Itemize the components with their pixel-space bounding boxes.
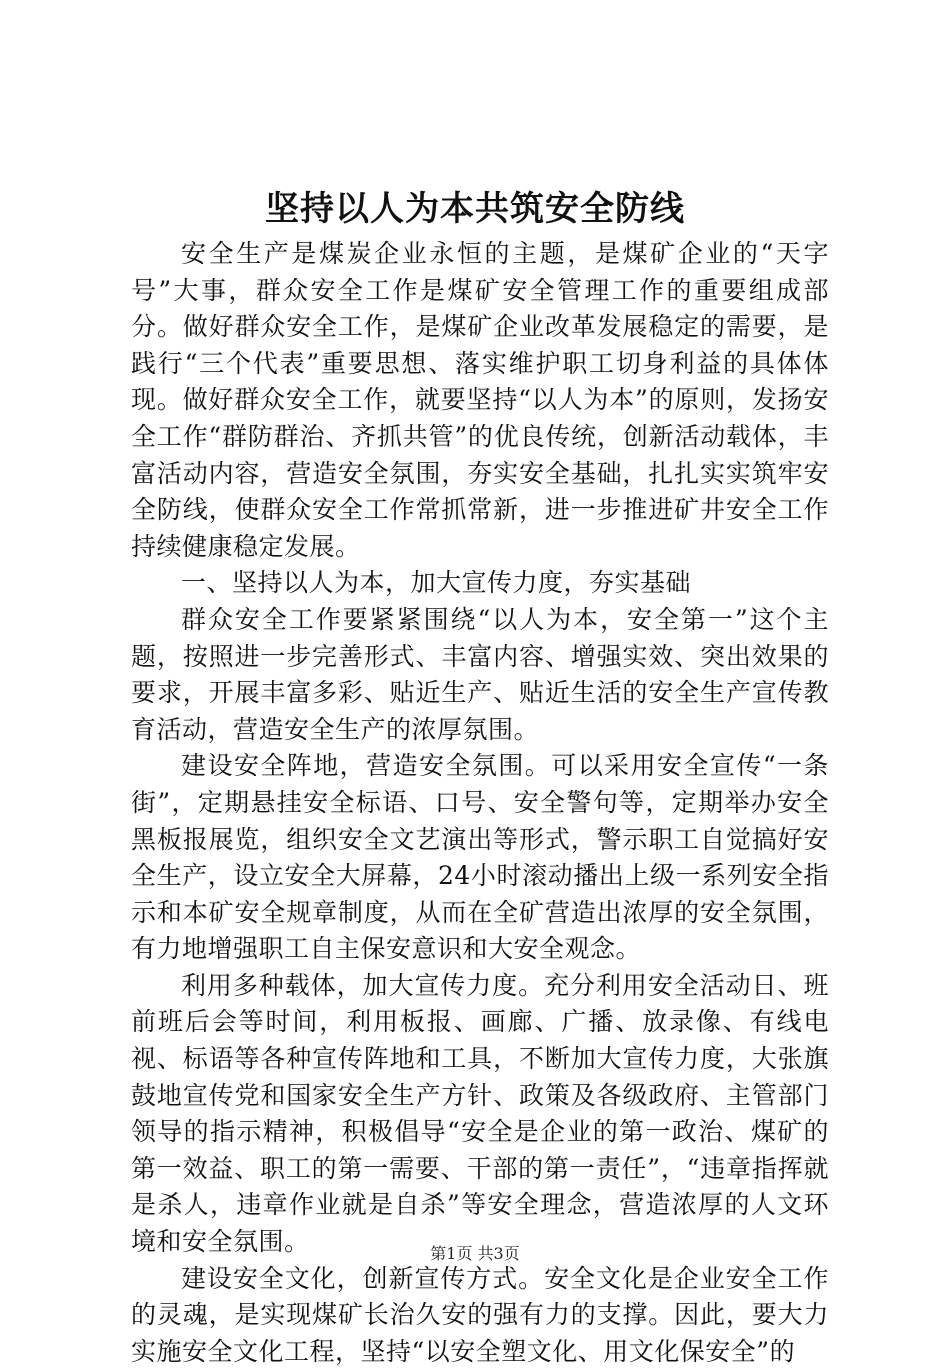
paragraph-intro: 安全生产是煤炭企业永恒的主题，是煤矿企业的“天字号”大事，群众安全工作是煤矿安全管理工作的重要组成部分。做好群众安全工作，是煤矿企业改革发展稳定的需要，是践行“三个代表”重要思想、落实维护职工切身利益的具体体现。做好群众安全工作，就要坚持“以人为本”的原则，发扬安全工作“群防群治、齐抓共管”的优良传统，创新活动载体，丰富活动内容，营造安全氛围，夯实安全基础，扎扎实实筑牢安全防线，使群众安全工作常抓常新，进一步推进矿井安全工作持续健康稳定发展。 — [131, 239, 829, 561]
document-body — [131, 236, 829, 1370]
page-title: 坚持以人为本共筑安全防线 — [265, 189, 685, 229]
paragraph: 群众安全工作要紧紧围绕“以人为本，安全第一”这个主题，按照进一步完善形式、丰富内容、增强实效、突出效果的要求，开展丰富多彩、贴近生产、贴近生活的安全生产宣传教育活动，营造安全生产的浓厚氛围。 — [131, 604, 829, 744]
paragraph: 建设安全文化，创新宣传方式。安全文化是企业安全工作的灵魂，是实现煤矿长治久安的强有力的支撑。因此，要大力实施安全文化工程，坚持“以安全塑文化、用文化保安全”的 — [131, 1263, 829, 1366]
paragraph: 建设安全阵地，营造安全氛围。可以采用安全宣传“一条街”，定期悬挂安全标语、口号、安全警句等，定期举办安全黑板报展览，组织安全文艺演出等形式，警示职工自觉搞好安全生产，设立安全大屏幕，24小时滚动播出上级一系列安全指示和本矿安全规章制度，从而在全矿营造出浓厚的安全氛围，有力地增强职工自主保安意识和大安全观念。 — [131, 751, 829, 964]
page-footer: 第1页 共3页 — [430, 1244, 520, 1263]
section-heading-1: 一、坚持以人为本，加大宣传力度，夯实基础 — [181, 568, 692, 598]
paragraph: 利用多种载体，加大宣传力度。充分利用安全活动日、班前班后会等时间，利用板报、画廊、广播、放录像、有线电视、标语等各种宣传阵地和工具，不断加大宣传力度，大张旗鼓地宣传党和国家安全生产方针、政策及各级政府、主管部门领导的指示精神，积极倡导“安全是企业的第一政治、煤矿的第一效益、职工的第一需要、干部的第一责任”，“违章指挥就是杀人，违章作业就是自杀”等安全理念，营造浓厚的人文环境和安全氛围。 — [131, 970, 829, 1257]
